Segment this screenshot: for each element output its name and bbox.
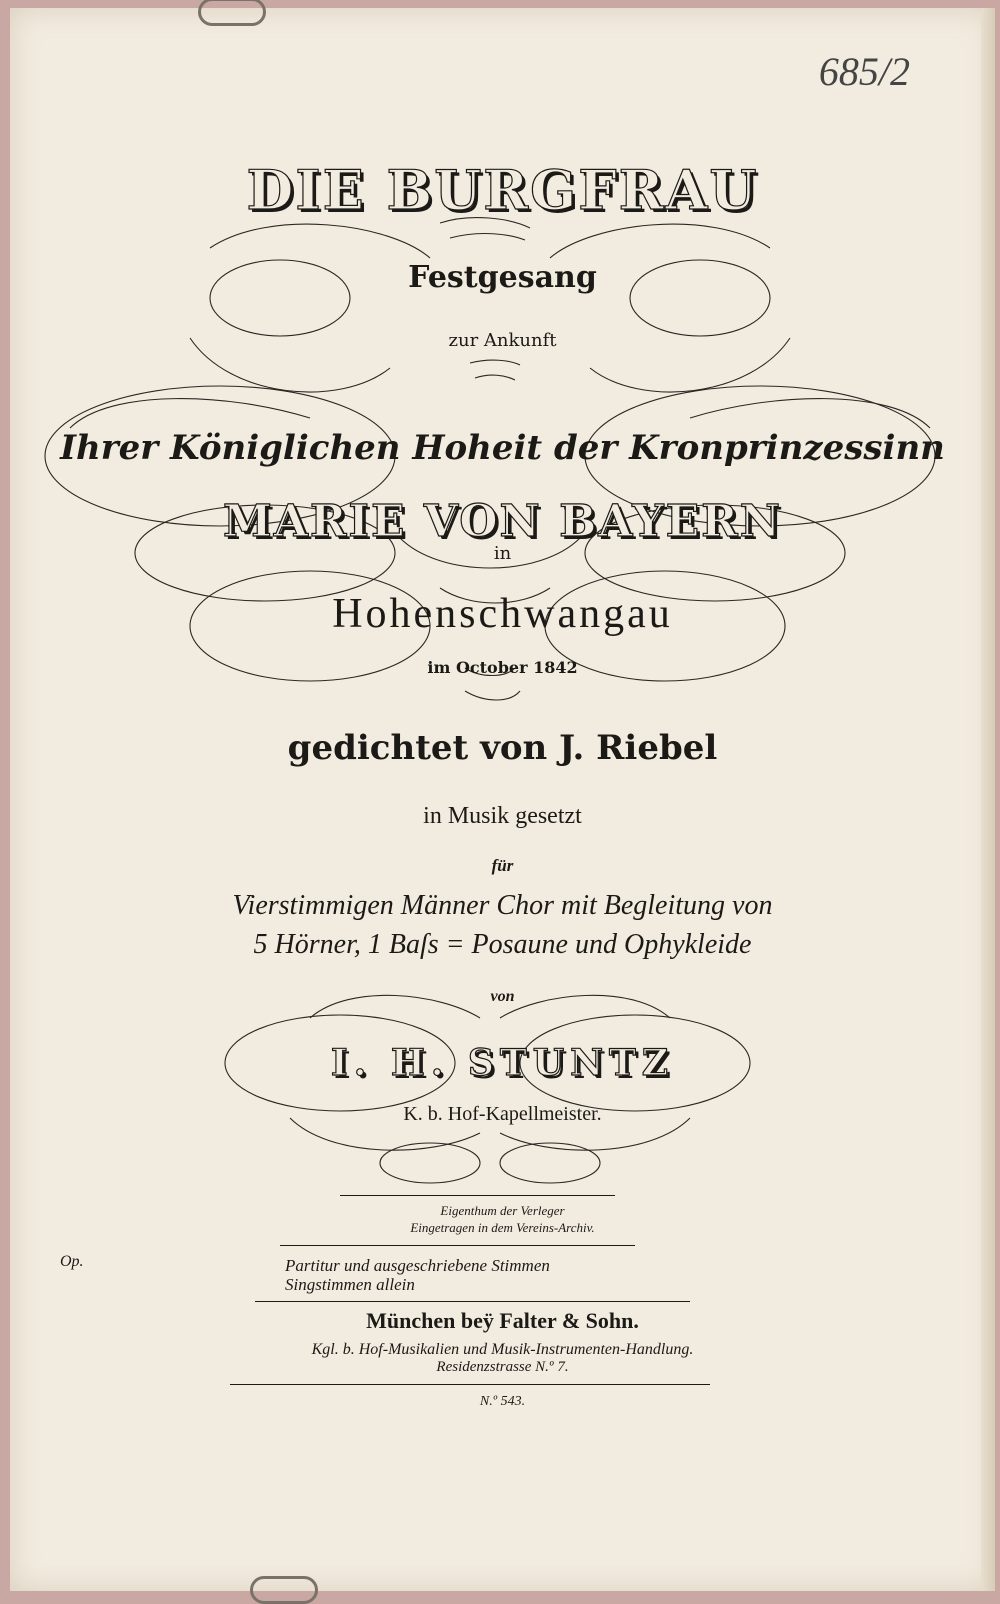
publisher: München beӱ Falter & Sohn. [366,1308,639,1333]
rule-2 [280,1245,635,1246]
composer-title: K. b. Hof-Kapellmeister. [403,1103,602,1125]
place: Hohenschwangau [332,591,673,637]
dedication-line: Ihrer Königlichen Hoheit der Kronprinzessinn [60,428,945,468]
opus-label: Op. [60,1253,84,1270]
preposition-in: in [493,543,512,564]
composer-name: I. H. STUNTZ [330,1042,675,1084]
von-label: von [490,988,515,1005]
scoring-line-1: Vierstimmigen Männer Chor mit Begleitung von [232,890,773,921]
rule-1 [340,1195,615,1196]
rights-line-2: Eingetragen in dem Vereins-Archiv. [410,1220,595,1235]
music-line: in Musik gesetzt [423,803,582,829]
fuer-label: für [491,856,514,875]
poet-line: gedichtet von J. Riebel [287,728,718,768]
subtitle: Festgesang [408,260,597,295]
occasion: zur Ankunft [448,330,557,351]
title: DIE BURGFRAU [246,158,759,222]
princess-name: MARIE VON BAYERN [223,496,782,547]
title-page [10,8,995,1591]
rule-3 [255,1301,690,1302]
edition-line-2: Singstimmen allein [285,1275,415,1294]
publisher-detail: Kgl. b. Hof-Musikalien und Musik-Instrumenten-Handlung. [311,1341,694,1358]
shelfmark: 685/2 [818,49,910,94]
rights-line-1: Eigenthum der Verleger [440,1203,565,1218]
date: im October 1842 [427,658,578,677]
edition-line-1: Partitur und ausgeschriebene Stimmen [285,1256,550,1275]
publisher-address: Residenzstrasse N.º 7. [436,1359,569,1375]
scoring-line-2: 5 Hörner, 1 Baſs = Posaune und Ophykleide [253,929,752,960]
plate-number: N.º 543. [479,1394,526,1409]
rule-4 [230,1384,710,1385]
